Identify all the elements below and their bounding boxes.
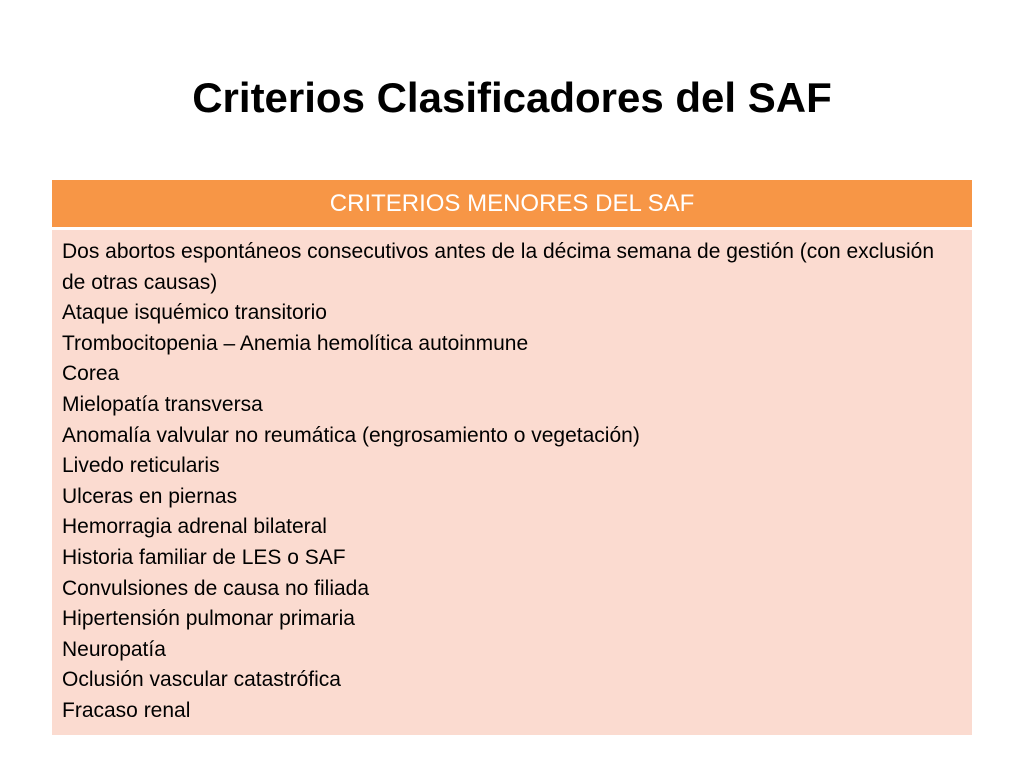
- table-header-row: [52, 180, 972, 229]
- list-item: Hemorragia adrenal bilateral: [62, 515, 327, 539]
- list-item: Fracaso renal: [62, 698, 191, 722]
- list-item: Historia familiar de LES o SAF: [62, 545, 346, 569]
- list-item: Dos abortos espontáneos consecutivos antes de la décima semana de gestión (con exclusión de otras causas): [62, 240, 935, 294]
- list-item: Corea: [62, 362, 120, 386]
- criteria-list: [62, 237, 962, 727]
- list-item: Livedo reticularis: [62, 454, 220, 478]
- list-item: Trombocitopenia – Anemia hemolítica autoinmune: [62, 331, 529, 355]
- list-item: Ulceras en piernas: [62, 484, 238, 508]
- table-body-cell: [52, 229, 972, 735]
- list-item: Mielopatía transversa: [62, 392, 263, 416]
- list-item: Ataque isquémico transitorio: [62, 301, 327, 325]
- table-body-row: [52, 229, 972, 735]
- table-header: CRITERIOS MENORES DEL SAF: [52, 180, 972, 229]
- list-item: Hipertensión pulmonar primaria: [62, 607, 355, 631]
- list-item: Convulsiones de causa no filiada: [62, 576, 370, 600]
- criteria-table: [52, 180, 972, 735]
- list-item: Oclusión vascular catastrófica: [62, 668, 341, 692]
- list-item: Neuropatía: [62, 637, 166, 661]
- list-item: Anomalía valvular no reumática (engrosamiento o vegetación): [62, 423, 640, 447]
- slide-title: Criterios Clasificadores del SAF: [192, 74, 832, 121]
